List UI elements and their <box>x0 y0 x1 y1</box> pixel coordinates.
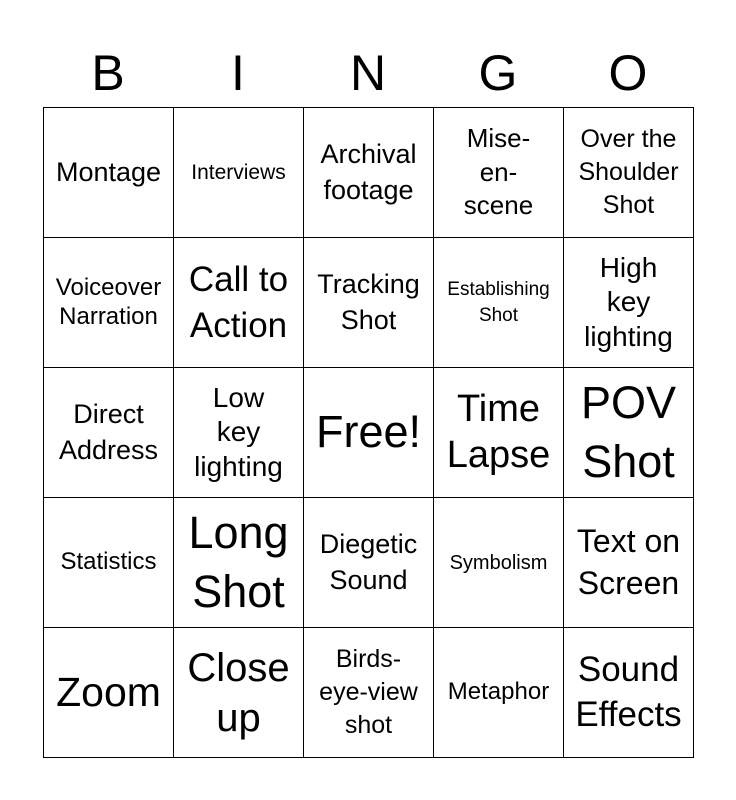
cell-label: Archival footage <box>320 139 417 205</box>
bingo-cell[interactable] <box>564 108 694 238</box>
bingo-cell[interactable] <box>564 368 694 498</box>
bingo-cell[interactable] <box>434 628 564 758</box>
header-letter-g: G <box>478 45 518 101</box>
cell-label: Zoom <box>56 668 161 715</box>
cell-label: Direct Address <box>58 399 159 465</box>
bingo-cell[interactable] <box>174 238 304 368</box>
header-letter-i: I <box>231 45 245 101</box>
bingo-cell[interactable] <box>174 108 304 238</box>
cell-label: Voiceover Narration <box>55 273 162 330</box>
bingo-cell[interactable] <box>44 628 174 758</box>
cell-label: Time Lapse <box>446 387 551 476</box>
cell-label: POV Shot <box>580 377 677 487</box>
bingo-cell[interactable] <box>174 368 304 498</box>
bingo-cell[interactable] <box>304 368 434 498</box>
cell-label: Over the Shoulder Shot <box>578 125 679 219</box>
bingo-cell[interactable] <box>174 498 304 628</box>
cell-label: Montage <box>55 156 162 187</box>
cell-label: Free! <box>315 406 422 458</box>
bingo-header <box>43 40 693 106</box>
bingo-cell[interactable] <box>304 498 434 628</box>
bingo-cell[interactable] <box>434 498 564 628</box>
cell-label: Symbolism <box>449 551 548 574</box>
cell-label: Low key lighting <box>194 382 283 482</box>
bingo-cell[interactable] <box>434 238 564 368</box>
bingo-cell[interactable] <box>564 498 694 628</box>
bingo-cell[interactable] <box>434 368 564 498</box>
bingo-cell[interactable] <box>174 628 304 758</box>
cell-label: Close up <box>187 645 290 740</box>
bingo-cell[interactable] <box>434 108 564 238</box>
bingo-cell[interactable] <box>304 238 434 368</box>
cell-label: Mise- en- scene <box>463 122 534 221</box>
cell-label: Long Shot <box>188 507 289 617</box>
cell-label: Metaphor <box>447 678 550 706</box>
bingo-cell[interactable] <box>564 238 694 368</box>
bingo-cell[interactable] <box>304 108 434 238</box>
cell-label: Text on Screen <box>576 522 681 601</box>
cell-label: Sound Effects <box>575 649 682 734</box>
cell-label: Tracking Shot <box>317 269 420 335</box>
cell-label: High key lighting <box>584 252 673 352</box>
bingo-cell[interactable] <box>304 628 434 758</box>
bingo-cell[interactable] <box>44 368 174 498</box>
bingo-cell[interactable] <box>44 108 174 238</box>
bingo-cell[interactable] <box>44 238 174 368</box>
cell-label: Diegetic Sound <box>319 529 418 595</box>
bingo-cell[interactable] <box>564 628 694 758</box>
header-letter-b: B <box>91 45 125 101</box>
bingo-cell[interactable] <box>44 498 174 628</box>
cell-label: Statistics <box>60 548 157 576</box>
cell-label: Call to Action <box>188 260 289 345</box>
header-letter-n: N <box>349 45 387 101</box>
cell-label: Interviews <box>191 160 286 184</box>
bingo-grid <box>43 107 694 758</box>
cell-label: Birds- eye-view shot <box>319 645 418 739</box>
header-letter-o: O <box>608 45 648 101</box>
cell-label: Establishing Shot <box>447 278 550 326</box>
